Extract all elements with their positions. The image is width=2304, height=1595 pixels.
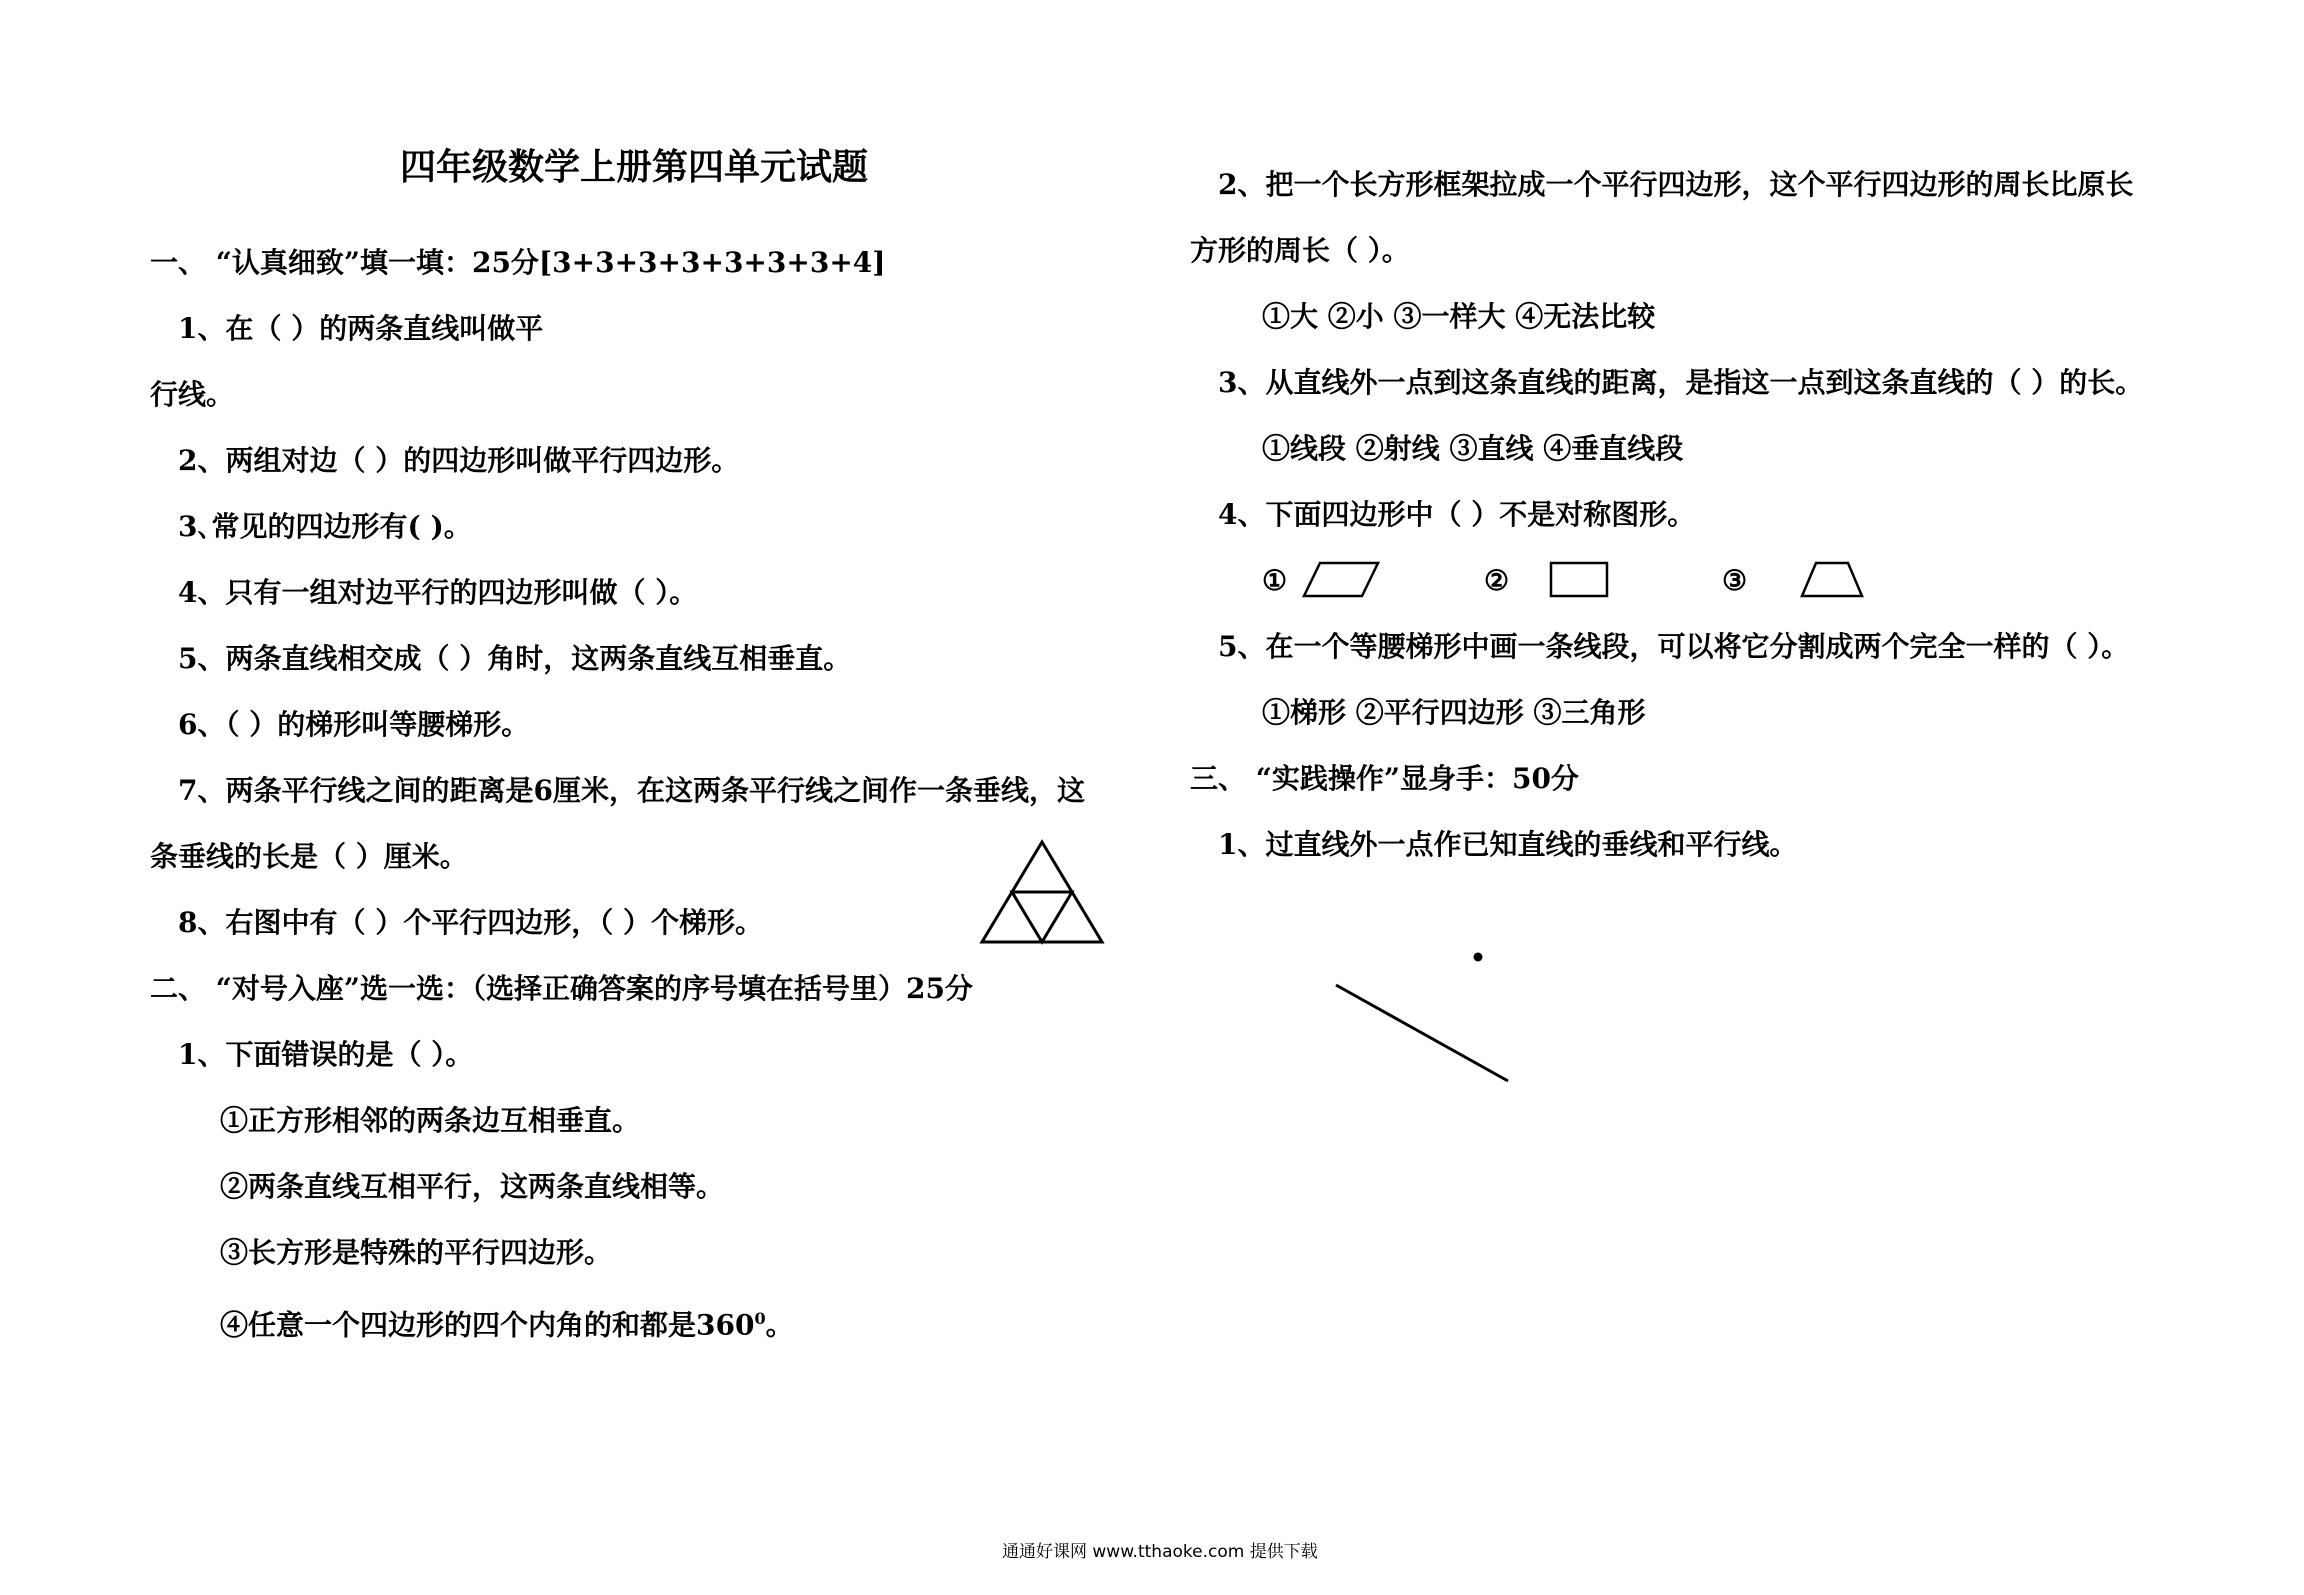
section2-heading: 二、 “对号入座”选一选：（选择正确答案的序号填在括号里）25分: [150, 972, 973, 1005]
s1-question-4: 4、只有一组对边平行的四边形叫做（ ）。: [178, 576, 698, 609]
s2-q1-option-4: [220, 1302, 794, 1342]
q4-option-label-1: ①: [1262, 564, 1288, 597]
s2-question-5: 5、在一个等腰梯形中画一条线段，可以将它分割成两个完全一样的（ ）。: [1218, 630, 2130, 663]
s3-question-1: 1、过直线外一点作已知直线的垂线和平行线。: [1218, 828, 1798, 861]
s2-q3-options: ①线段 ②射线 ③直线 ④垂直线段: [1262, 432, 1684, 465]
s1-question-8: 8、右图中有（ ）个平行四边形，（ ）个梯形。: [178, 906, 763, 939]
s2-q2-options: ①大 ②小 ③一样大 ④无法比较: [1262, 300, 1656, 333]
page-title: 四年级数学上册第四单元试题: [400, 146, 869, 188]
s2-q1-option-1: ①正方形相邻的两条边互相垂直。: [220, 1104, 641, 1137]
s1-question-7b: 条垂线的长是（ ）厘米。: [150, 840, 468, 873]
s1-question-2: 2、两组对边（ ）的四边形叫做平行四边形。: [178, 444, 740, 477]
s2-question-1: 1、下面错误的是（ ）。: [178, 1038, 474, 1071]
s2-question-3: 3、从直线外一点到这条直线的距离，是指这一点到这条直线的（ ）的长。: [1218, 366, 2144, 399]
s1-question-1a: 1、在（ ）的两条直线叫做平: [178, 312, 544, 345]
s2-question-2b: 方形的周长（ ）。: [1190, 234, 1410, 267]
q4-option-label-3: ③: [1722, 564, 1748, 597]
s2-question-4: 4、下面四边形中（ ）不是对称图形。: [1218, 498, 1696, 531]
section1-heading: 一、 “认真细致”填一填：25分[3+3+3+3+3+3+3+4]: [150, 246, 886, 279]
s1-question-5: 5、两条直线相交成（ ）角时，这两条直线互相垂直。: [178, 642, 852, 675]
s1-question-3: 3､常见的四边形有( )。: [178, 510, 472, 543]
s2-question-2a: 2、把一个长方形框架拉成一个平行四边形，这个平行四边形的周长比原长: [1218, 168, 2134, 201]
section3-heading: 三、 “实践操作”显身手：50分: [1190, 762, 1579, 795]
s2-q5-options: ①梯形 ②平行四边形 ③三角形: [1262, 696, 1646, 729]
given-point: [1474, 953, 1483, 962]
trapezoid-icon: [1800, 560, 1866, 600]
given-line: [1336, 985, 1508, 1081]
q4-option-label-2: ②: [1484, 564, 1510, 597]
subdivided-triangle-figure: [980, 838, 1108, 948]
point-and-line-figure: [1330, 940, 1530, 1090]
s1-question-1b: 行线。: [150, 378, 235, 411]
s2-q1-option-3: ③长方形是特殊的平行四边形。: [220, 1236, 613, 1269]
s2-q1-option-4-text: ④任意一个四边形的四个内角的和都是360: [220, 1308, 755, 1342]
rectangle-icon: [1548, 560, 1612, 600]
s1-question-6: 6、（ ）的梯形叫等腰梯形。: [178, 708, 530, 741]
s2-q1-option-2: ②两条直线互相平行，这两条直线相等。: [220, 1170, 725, 1203]
parallelogram-icon: [1302, 560, 1382, 600]
s1-question-7a: 7、两条平行线之间的距离是6厘米，在这两条平行线之间作一条垂线，这: [178, 774, 1085, 807]
footer-credit: 通通好课网 www.tthaoke.com 提供下载: [1002, 1542, 1318, 1562]
degree-superscript: 0: [754, 1309, 766, 1328]
s2-q1-option-4-end: 。: [765, 1308, 794, 1342]
